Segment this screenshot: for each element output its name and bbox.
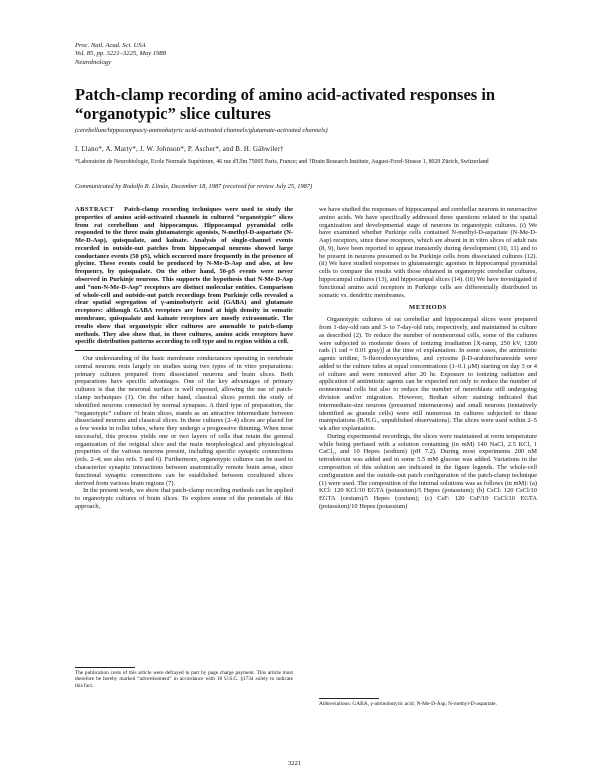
journal-masthead <box>75 42 166 67</box>
abstract-label: ABSTRACT <box>75 206 115 213</box>
intro-paragraph: Our understanding of the basic membrane conductances operating in vertebrate central neurons rests largely on studies using two types of in vitro preparations: primary cultures prepared from dissociated neurons and brain slices. Both preparations have specific advantages. One of the key advantages of primary cultures is that the neuronal surface is well exposed, allowing the use of patch-clamp techniques (1). On the other hand, classical slices permit the study of identified neurons connected by normal synapses. A third type of preparation, the “organotypic” culture of brain slices, stands as an attractive intermediate between dissociated neurons and classical slices. In these cultures (2–4) slices are placed for a few weeks in roller tubes, where they undergo a progressive thinning. When most successful, this process yields one or two layers of cells that retain the general organization of the original slice and the main morphological and physiological properties of the various neurons present, including specific synaptic connections (refs. 2–4; see also refs. 5 and 6). Furthermore, organotypic cultures can be used to characterize synaptic interactions between anatomically remote brain areas, since functional synaptic connections can be established between cocultured slices derived from various brain regions (7). <box>75 355 293 487</box>
author-list: I. Llano*, A. Marty*, J. W. Johnson*, P. Ascher*, and B. H. Gähwiler† <box>75 146 284 153</box>
abbreviations-divider <box>319 698 379 699</box>
article-keywords: (cerebellum/hippocampus/γ-aminobutyric acid-activated channels/glutamate-activated channels) <box>75 127 328 134</box>
abbreviations-footnote: Abbreviations: GABA, γ-aminobutyric acid; N-Me-D-Asp, N-methyl-D-aspartate. <box>319 701 497 707</box>
publication-cost-footnote: The publication costs of this article were defrayed in part by page charge payment. This article must therefore be hereby marked “advertisement” in accordance with 18 U.S.C. §1734 solely to indicate this fact. <box>75 670 293 689</box>
author-affiliation: *Laboratoire de Neurobiologie, Ecole Normale Supérieure, 46 rue d'Ulm 75005 Paris, France; and †Brain Research Institute, August-Forel-Strasse 1, 8029 Zürich, Switzerland <box>75 159 489 165</box>
intro-continuation: we have studied the responses of hippocampal and cerebellar neurons to neuroactive amino acids. We have specifically addressed three questions related to the spatial organization and developmental stage of neurons in organotypic cultures. (i) We have examined whether Purkinje cells contained N-methyl-D-aspartate (N-Me-D-Asp) receptors, since these receptors, which are absent in in vitro slices of adult rats (8, 9), have been reported to appear transiently during development (10, 11) and to be present in neurons presumed to be Purkinje cells from dissociated cultures (12). (ii) We have studied responses to glutamatergic agonists in hippocampal pyramidal cells to compare the results with those obtained in organotypic cerebellar cultures, hippocampal cultures (13), and hippocampal slices (14). (iii) We have investigated if functional amino acid receptors in Purkinje cells are differentially distributed in somatic vs. dendritic membranes. <box>319 206 537 299</box>
right-column <box>319 206 537 511</box>
methods-heading: METHODS <box>409 304 447 312</box>
article-title: Patch-clamp recording of amino acid-activated responses in “organotypic” slice cultures <box>75 85 496 123</box>
journal-volume: Vol. 85, pp. 3221–3225, May 1988 <box>75 50 167 58</box>
left-column <box>75 206 293 511</box>
footnote-divider <box>75 667 135 668</box>
methods-paragraph: Organotypic cultures of rat cerebellar and hippocampal slices were prepared from 1-day-old rats and 3- to 7-day-old rats, respectively, and maintained in culture as described (2). To reduce the number of nonneuronal cells, some of the cultures were subjected to moderate doses of ionizing irradiation [X-ramp, 250 kV, 1200 rads (1 rad = 0.01 gray)] at the time of explantation. In some cases, the antimitotic agents uridine, 5-fluorodeoxyuridine, and cytosine β-D-arabinofuranoside were added to the culture tubes at equal concentrations (1–0.1 μM) starting on day 3 or 4 of culture and were removed after 20 hr. Exposure to ionizing radiation and application of antimitotic agents can be expected not only to reduce the number of nonneuronal cells but also to reduce the number of neuroblasts still undergoing division and/or migration. However, Bodian silver staining indicated that intermediate-size neurons (presumed interneurons) and small neurons (tentatively identified as granule cells) were still numerous in cultures subjected to these manipulations (B.H.G., unpublished observations). The slices were used within 2–5 wk after explantation. <box>319 316 537 433</box>
communicated-by: Communicated by Rodolfo R. Llinás, December 18, 1987 (received for review July 25, 1987) <box>75 183 313 190</box>
journal-name: Proc. Natl. Acad. Sci. USA <box>75 42 146 49</box>
page-number: 3221 <box>288 760 302 767</box>
journal-section: Neurobiology <box>75 58 112 66</box>
abstract-text: Patch-clamp recording techniques were used to study the properties of amino acid-activated channels in cultured “organotypic” slices from rat cerebellum and hippocampus. Hippocampal pyramidal cells responded to the three main glutamatergic agonists, N-methyl-D-aspartate (N-Me-D-Asp), quisqualate, and kainate. Analysis of single-channel events recorded in outside-out patches from hippocampal neurons showed large conductance events (50 pS), which occurred more frequently in the presence of glycine. These events could be produced by N-Me-D-Asp and also, at low frequency, by quisqualate. On the other hand, 50-pS events were never observed in Purkinje neurons. This supports the hypothesis that N-Me-D-Asp and “non-N-Me-D-Asp” receptors are distinct molecular entities. Comparison of whole-cell and outside-out patch recordings from Purkinje cells revealed a clear spatial segregation of γ-aminobutyric acid (GABA) and glutamate receptors: although GABA receptors are found at high density in somatic membrane, quisqualate and kainate receptors are mostly extrasomatic. The results show that organotypic slice cultures are amenable to patch-clamp methods. They also show that, in these cultures, amino acids receptors have specific distribution patterns according to cell type and to region within a cell. <box>75 206 294 346</box>
abstract <box>75 206 293 346</box>
abstract-divider <box>75 350 293 351</box>
intro-paragraph: In the present work, we show that patch-clamp recording methods can be applied to organotypic cultures of brain slices. To explore some of the potentials of this approach, <box>75 487 293 510</box>
methods-paragraph: During experimental recordings, the slices were maintained at room temperature while being perfused with a solution containing (in mM) 140 NaCl, 2.5 KCl, 1 CaCl₂, and 10 Hepes (sodium) (pH 7.2). During most experiments 200 nM tetrodotoxin was added and in some 5.5 mM glucose was added. Variations in the composition of this solution are indicated in the figure legends. The whole-cell configuration and the outside-out patch configuration of the patch-clamp technique (1) were used. The composition of the internal solutions was as follows (in mM): (a) KCl: 120 KCl/10 EGTA (potassium)/5 Hepes (potassium); (b) CsCl: 120 CsCl/10 EGTA (cesium)/5 Hepes (cesium); (c) CsF: 120 CsF/10 CsCl/10 EGTA (potassium)/10 Hepes (potassium) <box>319 432 537 510</box>
